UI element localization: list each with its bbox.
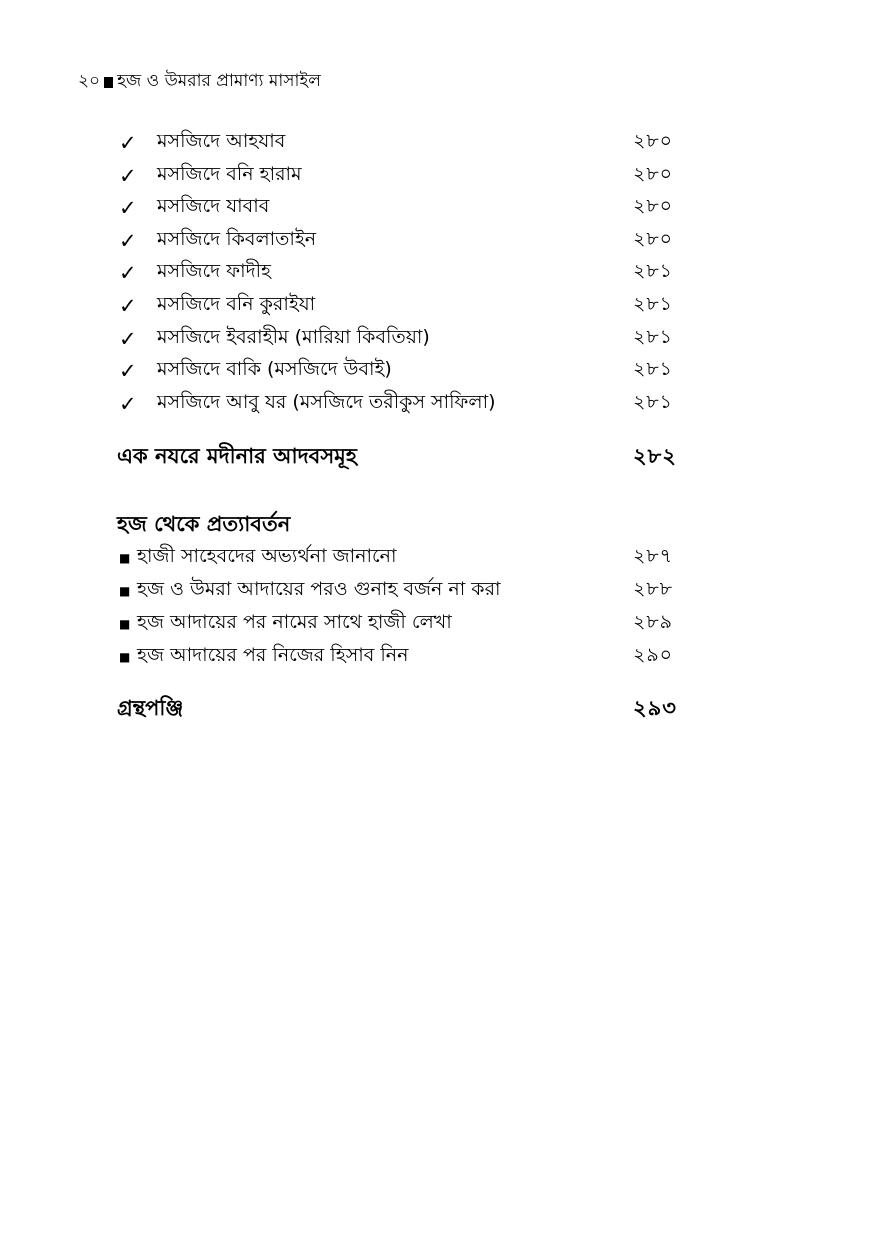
header-book-title: হজ ও উমরার প্রামাণ্য মাসাইল [117,71,321,91]
toc-entry-label: হাজী সাহেবদের অভ্যর্থনা জানানো [137,545,397,567]
toc-entry-page: ২৮০ [633,130,674,152]
toc-entry-label: মসজিদে ফাদীহ [157,260,271,282]
section-title: গ্রন্থপঞ্জি [117,695,184,720]
toc-entry-label: হজ আদায়ের পর নিজের হিসাব নিন [137,644,409,666]
toc-entry-label: হজ ও উমরা আদায়ের পরও গুনাহ বর্জন না করা [137,578,501,600]
toc-entry-page: ২৮৮ [633,578,674,600]
section-title: হজ থেকে প্রত্যাবর্তন [117,511,291,536]
toc-entry-label: মসজিদে ইবরাহীম (মারিয়া কিবতিয়া) [157,326,430,348]
section-page: ২৯৩ [633,695,677,720]
toc-entry-page: ২৮৭ [633,545,674,567]
toc-entry [0,291,869,321]
toc-entry-page: ২৮১ [633,260,674,282]
check-icon: ✓ [119,131,137,155]
toc-entry-page: ২৯০ [633,644,674,666]
check-icon: ✓ [119,359,137,383]
toc-entry [0,258,869,288]
check-icon: ✓ [119,392,137,416]
toc-entry-page: ২৮১ [633,358,674,380]
square-bullet-icon: ■ [119,617,131,631]
check-icon: ✓ [119,196,137,220]
toc-entry [0,576,869,606]
check-icon: ✓ [119,164,137,188]
toc-section-heading [0,442,869,472]
square-separator-icon [104,77,113,88]
toc-entry-page: ২৮০ [633,195,674,217]
toc-entry-page: ২৮০ [633,163,674,185]
toc-entry-label: মসজিদে বনি হারাম [157,163,302,185]
toc-entry [0,324,869,354]
toc-entry [0,543,869,573]
check-icon: ✓ [119,261,137,285]
toc-entry-page: ২৮০ [633,228,674,250]
toc-entry [0,356,869,386]
section-page: ২৮২ [633,443,677,468]
toc-entry [0,226,869,256]
toc-section-heading [0,510,869,540]
toc-entry-label: মসজিদে আহযাব [157,130,286,152]
toc-section-heading [0,694,869,724]
toc-entry-page: ২৮৯ [633,611,674,633]
section-title: এক নযরে মদীনার আদবসমূহ [117,443,357,468]
header-page-number: ২০ [78,71,101,91]
square-bullet-icon: ■ [119,551,131,565]
toc-entry-label: মসজিদে বনি কুরাইযা [157,293,316,315]
toc-entry-label: হজ আদায়ের পর নামের সাথে হাজী লেখা [137,611,452,633]
check-icon: ✓ [119,327,137,351]
toc-entry [0,389,869,419]
toc-entry [0,128,869,158]
toc-entry-label: মসজিদে আবু যর (মসজিদে তরীকুস সাফিলা) [157,391,496,413]
toc-entry-page: ২৮১ [633,391,674,413]
square-bullet-icon: ■ [119,650,131,664]
toc-entry [0,609,869,639]
running-header [78,68,321,96]
toc-entry [0,161,869,191]
check-icon: ✓ [119,294,137,318]
toc-entry [0,193,869,223]
check-icon: ✓ [119,229,137,253]
square-bullet-icon: ■ [119,584,131,598]
toc-entry [0,642,869,672]
toc-entry-label: মসজিদে বাকি (মসজিদে উবাই) [157,358,392,380]
toc-entry-label: মসজিদে কিবলাতাইন [157,228,317,250]
toc-entry-page: ২৮১ [633,293,674,315]
toc-entry-label: মসজিদে যাবাব [157,195,270,217]
toc-entry-page: ২৮১ [633,326,674,348]
